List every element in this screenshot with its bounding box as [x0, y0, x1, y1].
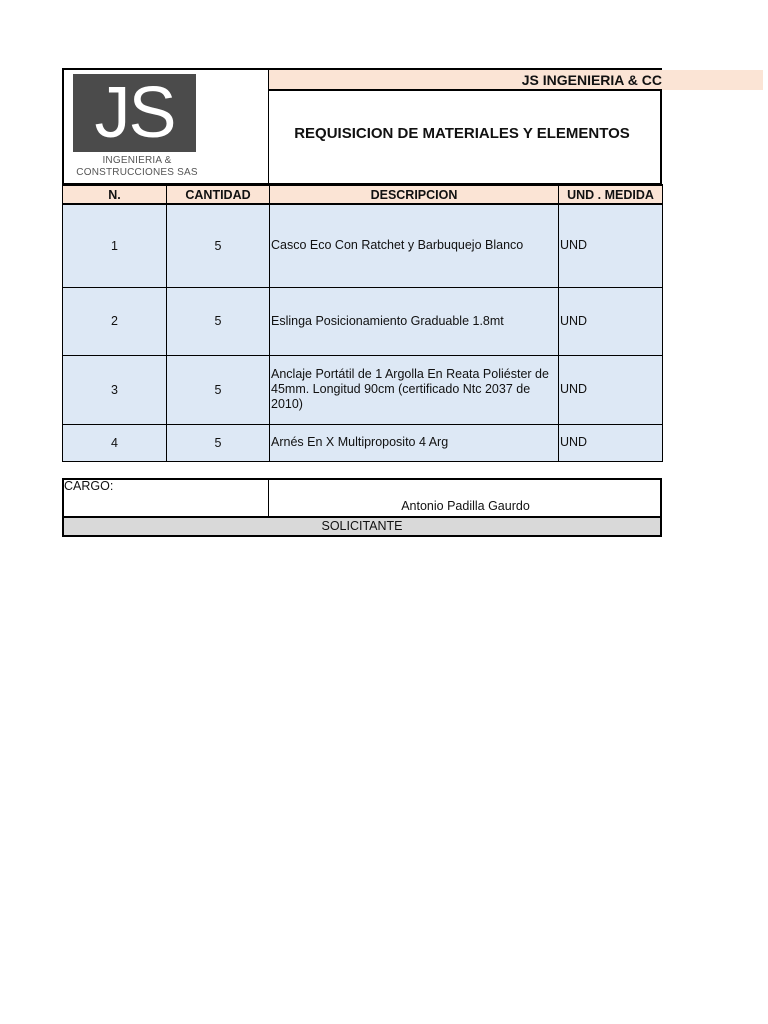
- company-logo: [73, 74, 196, 152]
- cell-quantity: 5: [167, 355, 270, 424]
- cell-quantity: 5: [167, 287, 270, 355]
- table-row: [63, 287, 663, 355]
- column-header-unidad: UND . MEDIDA: [559, 185, 663, 204]
- table-row: [63, 424, 663, 461]
- company-name: JS INGENIERIA & CC: [521, 72, 662, 88]
- cell-description: Anclaje Portátil de 1 Argolla En Reata Poliéster de 45mm. Longitud 90cm (certificado Ntc 2037 de 2010): [270, 355, 559, 424]
- cell-quantity: 5: [167, 204, 270, 287]
- cell-quantity: 5: [167, 424, 270, 461]
- cargo-label: CARGO:: [64, 479, 114, 493]
- cell-description: Arnés En X Multiproposito 4 Arg: [270, 424, 559, 461]
- cell-unit: UND: [559, 204, 663, 287]
- logo-mark-text: JS: [94, 74, 175, 152]
- cell-unit: UND: [559, 355, 663, 424]
- cell-description: Eslinga Posicionamiento Graduable 1.8mt: [270, 287, 559, 355]
- signer-name: Antonio Padilla Gaurdo: [401, 499, 530, 513]
- logo-subtitle: [62, 155, 212, 179]
- column-header-descripcion: DESCRIPCION: [270, 185, 559, 204]
- cell-unit: UND: [559, 287, 663, 355]
- cell-unit: UND: [559, 424, 663, 461]
- column-header-cantidad: CANTIDAD: [167, 185, 270, 204]
- cell-n: 1: [63, 204, 167, 287]
- column-header-n: N.: [63, 185, 167, 204]
- table-row: [63, 355, 663, 424]
- cell-n: 2: [63, 287, 167, 355]
- table-header-row: [63, 185, 663, 204]
- logo-line-1: INGENIERIA &: [102, 155, 172, 166]
- table-row: [63, 204, 663, 287]
- materials-table: [62, 184, 663, 462]
- cell-n: 4: [63, 424, 167, 461]
- cell-n: 3: [63, 355, 167, 424]
- cell-description: Casco Eco Con Ratchet y Barbuquejo Blanco: [270, 204, 559, 287]
- solicitante-label: SOLICITANTE: [62, 516, 662, 537]
- document-title: REQUISICION DE MATERIALES Y ELEMENTOS: [294, 125, 630, 142]
- logo-line-2: CONSTRUCCIONES SAS: [76, 167, 198, 178]
